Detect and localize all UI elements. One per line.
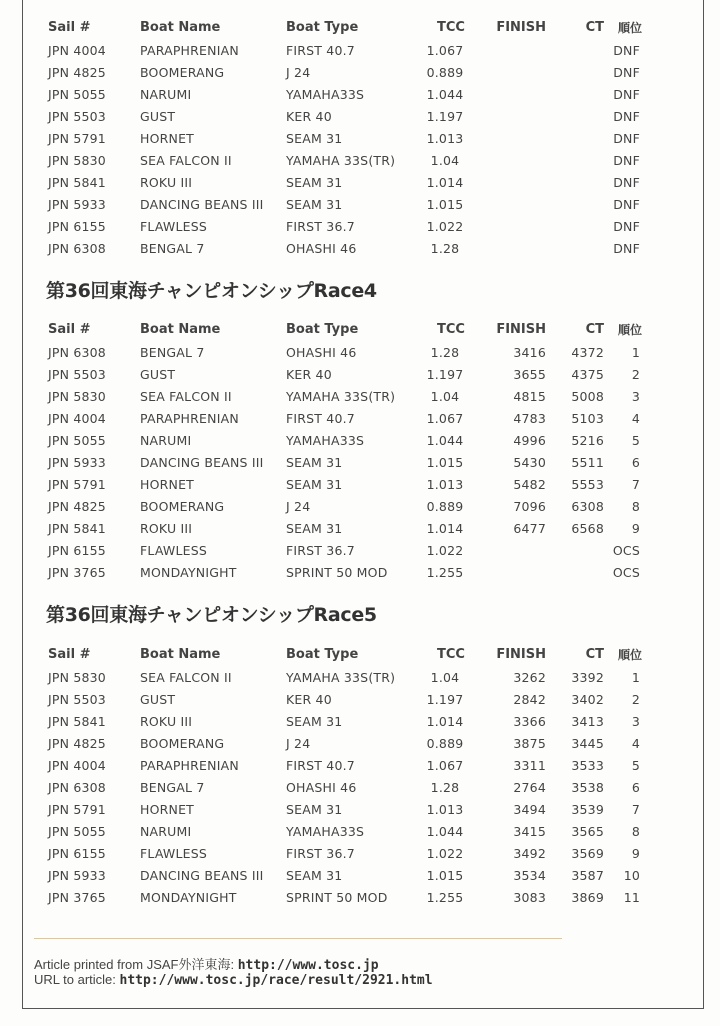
cell-rank: 5 [631,757,640,773]
table-row [48,171,654,193]
cell-rank: DNF [613,108,640,124]
table-row [48,407,654,429]
table-row [48,776,654,798]
cell-tcc: 1.015 [426,454,464,470]
cell-boat-name: HORNET [140,476,195,492]
cell-tcc: 1.28 [430,344,460,360]
cell-rank: 1 [631,344,640,360]
cell-sail: JPN 3765 [48,889,106,905]
cell-tcc: 1.013 [426,130,464,146]
cell-finish [476,193,546,215]
results-table-race4 [48,318,654,583]
cell-sail: JPN 5055 [48,432,106,448]
cell-boat-name: DANCING BEANS III [140,867,264,883]
cell-boat-name: DANCING BEANS III [140,454,264,470]
header-sail: Sail # [48,322,91,337]
cell-rank: DNF [613,42,640,58]
race4-title: 第36回東海チャンピオンシップRace4 [46,280,377,302]
footer-printed-line [34,954,379,973]
cell-finish: 2842 [513,691,546,707]
cell-finish [476,39,546,61]
race5-title: 第36回東海チャンピオンシップRace5 [46,604,377,626]
cell-boat-name: SEA FALCON II [140,669,232,685]
cell-finish [476,171,546,193]
cell-ct: 3392 [571,669,604,685]
cell-rank: 1 [631,669,640,685]
cell-finish [476,61,546,83]
header-boat-type: Boat Type [286,20,359,35]
cell-finish: 5482 [513,476,546,492]
cell-boat-name: NARUMI [140,432,192,448]
footer-site-link[interactable]: http://www.tosc.jp [237,958,379,973]
cell-boat-name: PARAPHRENIAN [140,757,239,773]
table-row [48,127,654,149]
cell-ct: 3539 [571,801,604,817]
cell-tcc: 1.067 [426,757,464,773]
table-row [48,495,654,517]
cell-rank: 4 [631,735,640,751]
cell-tcc: 1.014 [426,520,464,536]
cell-boat-type: SPRINT 50 MOD [286,564,388,580]
cell-finish: 3534 [513,867,546,883]
cell-ct: 6568 [571,520,604,536]
cell-rank: 3 [631,388,640,404]
header-rank: 順位 [617,648,642,662]
cell-rank: 11 [623,889,640,905]
cell-sail: JPN 5791 [48,476,106,492]
table-header-row [48,643,654,666]
cell-boat-type: SEAM 31 [286,476,343,492]
cell-sail: JPN 5830 [48,388,106,404]
cell-tcc: 1.04 [430,669,460,685]
cell-tcc: 1.197 [426,108,464,124]
table-row [48,842,654,864]
cell-tcc: 1.044 [426,86,464,102]
table-row [48,149,654,171]
table-row [48,561,654,583]
cell-sail: JPN 4825 [48,735,106,751]
cell-boat-type: KER 40 [286,366,332,382]
header-finish: FINISH [496,20,546,35]
cell-ct [546,193,604,215]
cell-ct: 3533 [571,757,604,773]
cell-finish: 7096 [513,498,546,514]
cell-sail: JPN 5841 [48,713,106,729]
cell-tcc: 1.022 [426,845,464,861]
cell-finish [476,237,546,259]
cell-sail: JPN 5055 [48,86,106,102]
table-row [48,666,654,688]
cell-tcc: 1.015 [426,867,464,883]
footer-article-link[interactable]: http://www.tosc.jp/race/result/2921.html [119,973,433,988]
footer-printed-label: Article printed from JSAF外洋東海: [34,957,238,972]
cell-finish [476,149,546,171]
cell-boat-type: SEAM 31 [286,713,343,729]
cell-tcc: 1.04 [430,388,460,404]
results-table-race3 [48,16,654,259]
cell-ct [546,561,604,583]
cell-tcc: 1.197 [426,691,464,707]
cell-boat-name: BOOMERANG [140,64,225,80]
cell-finish [476,539,546,561]
cell-boat-name: ROKU III [140,174,193,190]
cell-rank: 3 [631,713,640,729]
table-row [48,754,654,776]
cell-finish: 4996 [513,432,546,448]
cell-boat-name: ROKU III [140,520,193,536]
cell-sail: JPN 5055 [48,823,106,839]
cell-rank: OCS [612,542,640,558]
cell-boat-type: SEAM 31 [286,130,343,146]
cell-tcc: 1.04 [430,152,460,168]
header-sail: Sail # [48,20,91,35]
cell-ct [546,127,604,149]
cell-ct [546,171,604,193]
header-finish: FINISH [496,322,546,337]
cell-finish: 4783 [513,410,546,426]
cell-tcc: 1.28 [430,240,460,256]
cell-finish: 3416 [513,344,546,360]
cell-rank: 2 [631,366,640,382]
table-row [48,429,654,451]
cell-ct: 3587 [571,867,604,883]
cell-finish: 3494 [513,801,546,817]
cell-rank: DNF [613,196,640,212]
cell-boat-type: SEAM 31 [286,174,343,190]
cell-tcc: 0.889 [426,735,464,751]
cell-rank: 10 [623,867,640,883]
cell-ct [546,215,604,237]
table-row [48,517,654,539]
page-border-right [703,0,704,1008]
cell-boat-type: KER 40 [286,691,332,707]
cell-boat-name: HORNET [140,130,195,146]
cell-boat-type: SPRINT 50 MOD [286,889,388,905]
cell-tcc: 1.067 [426,42,464,58]
cell-rank: DNF [613,152,640,168]
cell-tcc: 1.044 [426,432,464,448]
cell-ct: 3565 [571,823,604,839]
cell-sail: JPN 4004 [48,42,106,58]
cell-sail: JPN 6155 [48,845,106,861]
table-row [48,215,654,237]
cell-sail: JPN 6155 [48,218,106,234]
header-tcc: TCC [437,20,465,35]
cell-boat-name: NARUMI [140,86,192,102]
cell-ct: 3569 [571,845,604,861]
cell-boat-type: J 24 [286,498,311,514]
cell-boat-name: GUST [140,366,176,382]
cell-rank: 9 [631,845,640,861]
cell-tcc: 1.255 [426,564,464,580]
cell-ct: 3413 [571,713,604,729]
cell-boat-type: SEAM 31 [286,867,343,883]
cell-boat-name: DANCING BEANS III [140,196,264,212]
cell-finish [476,127,546,149]
header-ct: CT [585,647,604,662]
table-row [48,451,654,473]
cell-boat-name: FLAWLESS [140,218,207,234]
table-row [48,886,654,908]
header-ct: CT [585,20,604,35]
cell-ct [546,61,604,83]
cell-boat-name: SEA FALCON II [140,152,232,168]
cell-rank: DNF [613,218,640,234]
cell-boat-type: SEAM 31 [286,801,343,817]
cell-boat-type: OHASHI 46 [286,344,357,360]
header-ct: CT [585,322,604,337]
header-rank: 順位 [617,323,642,337]
cell-boat-type: YAMAHA33S [286,823,365,839]
cell-rank: DNF [613,174,640,190]
cell-boat-name: FLAWLESS [140,542,207,558]
cell-tcc: 1.255 [426,889,464,905]
cell-tcc: 1.014 [426,713,464,729]
cell-sail: JPN 4004 [48,410,106,426]
cell-tcc: 1.022 [426,542,464,558]
cell-ct: 5216 [571,432,604,448]
cell-sail: JPN 5933 [48,867,106,883]
cell-ct: 5008 [571,388,604,404]
cell-sail: JPN 5933 [48,196,106,212]
cell-boat-type: FIRST 40.7 [286,757,355,773]
cell-tcc: 0.889 [426,498,464,514]
cell-tcc: 1.067 [426,410,464,426]
cell-finish: 3875 [513,735,546,751]
cell-rank: 2 [631,691,640,707]
cell-finish: 3311 [513,757,546,773]
cell-finish: 6477 [513,520,546,536]
table-header-row [48,16,654,39]
cell-sail: JPN 4825 [48,498,106,514]
table-row [48,473,654,495]
cell-ct: 5553 [571,476,604,492]
cell-boat-type: YAMAHA33S [286,86,365,102]
cell-tcc: 1.022 [426,218,464,234]
cell-boat-name: MONDAYNIGHT [140,889,237,905]
cell-tcc: 1.014 [426,174,464,190]
cell-sail: JPN 3765 [48,564,106,580]
cell-rank: 6 [631,779,640,795]
cell-finish: 2764 [513,779,546,795]
cell-rank: OCS [612,564,640,580]
cell-ct: 3402 [571,691,604,707]
header-boat-type: Boat Type [286,322,359,337]
cell-tcc: 0.889 [426,64,464,80]
cell-boat-type: FIRST 36.7 [286,218,355,234]
cell-ct: 5511 [571,454,604,470]
cell-rank: DNF [613,86,640,102]
cell-boat-name: FLAWLESS [140,845,207,861]
table-row [48,539,654,561]
cell-ct [546,539,604,561]
cell-boat-name: BOOMERANG [140,735,225,751]
cell-rank: DNF [613,130,640,146]
cell-sail: JPN 6155 [48,542,106,558]
cell-boat-type: YAMAHA 33S(TR) [286,388,396,404]
cell-boat-type: OHASHI 46 [286,779,357,795]
cell-boat-type: SEAM 31 [286,196,343,212]
cell-ct: 3869 [571,889,604,905]
cell-tcc: 1.013 [426,801,464,817]
table-row [48,61,654,83]
cell-boat-name: GUST [140,691,176,707]
cell-finish: 4815 [513,388,546,404]
cell-tcc: 1.197 [426,366,464,382]
cell-sail: JPN 6308 [48,344,106,360]
cell-ct [546,39,604,61]
table-row [48,105,654,127]
cell-boat-type: SEAM 31 [286,454,343,470]
cell-finish [476,83,546,105]
cell-sail: JPN 5791 [48,130,106,146]
cell-sail: JPN 5841 [48,520,106,536]
cell-boat-type: FIRST 40.7 [286,42,355,58]
cell-finish [476,215,546,237]
cell-boat-name: MONDAYNIGHT [140,564,237,580]
cell-ct: 4372 [571,344,604,360]
cell-ct [546,105,604,127]
cell-boat-type: J 24 [286,735,311,751]
cell-boat-name: HORNET [140,801,195,817]
table-row [48,341,654,363]
cell-finish: 3655 [513,366,546,382]
cell-boat-name: PARAPHRENIAN [140,42,239,58]
cell-rank: DNF [613,240,640,256]
cell-boat-type: YAMAHA33S [286,432,365,448]
cell-rank: 7 [631,801,640,817]
cell-ct: 4375 [571,366,604,382]
header-finish: FINISH [496,647,546,662]
cell-boat-type: KER 40 [286,108,332,124]
table-header-row [48,318,654,341]
footer-url-label: URL to article: [34,972,120,987]
cell-sail: JPN 6308 [48,779,106,795]
header-rank: 順位 [617,21,642,35]
table-row [48,385,654,407]
cell-rank: 4 [631,410,640,426]
cell-ct: 3445 [571,735,604,751]
cell-sail: JPN 5830 [48,669,106,685]
header-sail: Sail # [48,647,91,662]
header-tcc: TCC [437,647,465,662]
cell-finish: 5430 [513,454,546,470]
table-row [48,363,654,385]
page-border-bottom [22,1008,704,1009]
cell-sail: JPN 5830 [48,152,106,168]
cell-boat-name: BENGAL 7 [140,240,205,256]
cell-sail: JPN 5791 [48,801,106,817]
cell-sail: JPN 5503 [48,108,106,124]
cell-boat-type: SEAM 31 [286,520,343,536]
cell-rank: 8 [631,498,640,514]
cell-boat-name: ROKU III [140,713,193,729]
cell-tcc: 1.044 [426,823,464,839]
cell-sail: JPN 6308 [48,240,106,256]
cell-boat-name: BOOMERANG [140,498,225,514]
header-boat-type: Boat Type [286,647,359,662]
cell-finish: 3415 [513,823,546,839]
cell-boat-name: BENGAL 7 [140,344,205,360]
cell-boat-type: FIRST 40.7 [286,410,355,426]
cell-ct: 6308 [571,498,604,514]
cell-sail: JPN 5503 [48,366,106,382]
cell-tcc: 1.015 [426,196,464,212]
cell-tcc: 1.013 [426,476,464,492]
table-row [48,237,654,259]
cell-sail: JPN 5503 [48,691,106,707]
cell-finish: 3492 [513,845,546,861]
table-row [48,39,654,61]
cell-finish: 3366 [513,713,546,729]
cell-boat-type: OHASHI 46 [286,240,357,256]
cell-sail: JPN 4825 [48,64,106,80]
table-row [48,710,654,732]
cell-boat-name: NARUMI [140,823,192,839]
table-row [48,820,654,842]
cell-boat-type: YAMAHA 33S(TR) [286,152,396,168]
cell-ct: 3538 [571,779,604,795]
cell-sail: JPN 5933 [48,454,106,470]
table-row [48,83,654,105]
cell-tcc: 1.28 [430,779,460,795]
cell-rank: 9 [631,520,640,536]
cell-ct [546,83,604,105]
table-row [48,193,654,215]
table-row [48,688,654,710]
cell-boat-name: SEA FALCON II [140,388,232,404]
cell-ct: 5103 [571,410,604,426]
cell-rank: 7 [631,476,640,492]
table-row [48,864,654,886]
cell-boat-name: GUST [140,108,176,124]
header-boat-name: Boat Name [140,322,221,337]
cell-rank: 5 [631,432,640,448]
cell-rank: 6 [631,454,640,470]
cell-sail: JPN 5841 [48,174,106,190]
cell-rank: 8 [631,823,640,839]
cell-boat-name: PARAPHRENIAN [140,410,239,426]
cell-boat-type: FIRST 36.7 [286,542,355,558]
header-tcc: TCC [437,322,465,337]
page-border-left [22,0,23,1008]
cell-sail: JPN 4004 [48,757,106,773]
cell-ct [546,149,604,171]
cell-boat-type: FIRST 36.7 [286,845,355,861]
cell-finish [476,561,546,583]
cell-finish: 3083 [513,889,546,905]
cell-boat-name: BENGAL 7 [140,779,205,795]
table-row [48,798,654,820]
cell-finish: 3262 [513,669,546,685]
results-table-race5 [48,643,654,908]
cell-rank: DNF [613,64,640,80]
header-boat-name: Boat Name [140,647,221,662]
cell-boat-type: J 24 [286,64,311,80]
table-row [48,732,654,754]
cell-ct [546,237,604,259]
cell-finish [476,105,546,127]
footer-divider [34,938,562,939]
footer-url-line [34,972,433,988]
header-boat-name: Boat Name [140,20,221,35]
cell-boat-type: YAMAHA 33S(TR) [286,669,396,685]
